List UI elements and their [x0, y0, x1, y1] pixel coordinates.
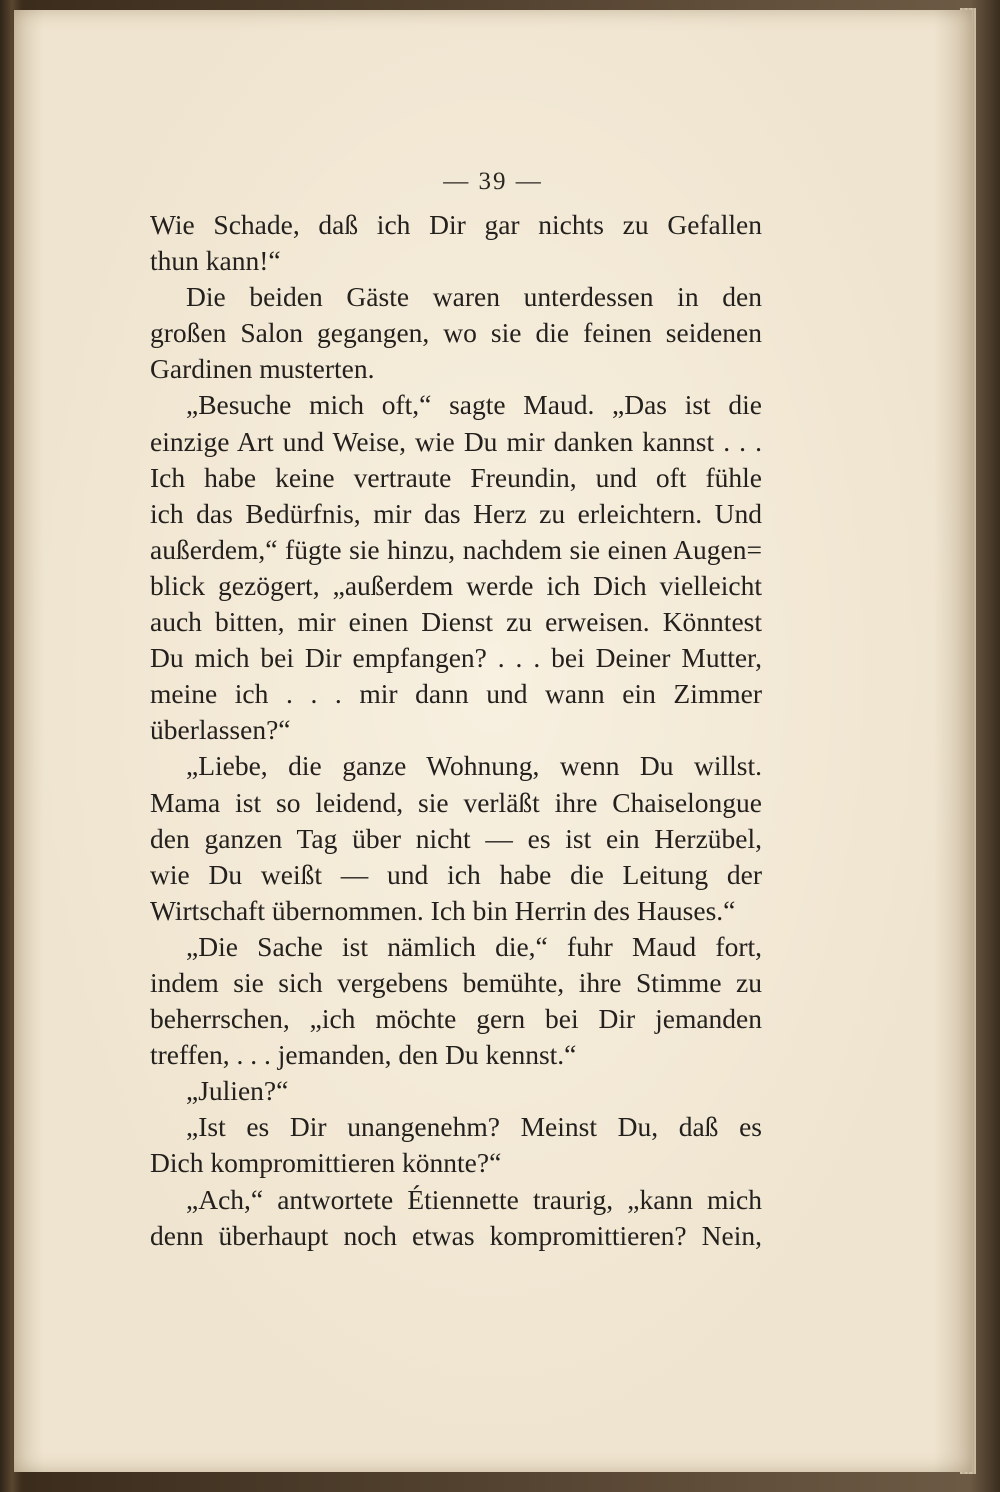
text-line: indem sie sich vergebens bemühte, ihre Stimme zu [150, 966, 762, 998]
text-line: ich das Bedürfnis, mir das Herz zu erleichtern. Und [150, 497, 762, 529]
text-line: großen Salon gegangen, wo sie die feinen seidenen [150, 317, 762, 349]
page-number: — 39 — [443, 168, 543, 195]
text-line: denn überhaupt noch etwas kompromittieren? Nein, [150, 1219, 762, 1251]
text-line: Ich habe keine vertraute Freundin, und oft fühle [150, 461, 762, 493]
text-line: Wie Schade, daß ich Dir gar nichts zu Gefallen [150, 209, 762, 240]
text-line: Du mich bei Dir empfangen? . . . bei Deiner Mutter, [150, 642, 762, 674]
text-line: „Besuche mich oft,“ sagte Maud. „Das ist die [186, 389, 762, 421]
text-line: überlassen?“ [150, 714, 291, 746]
text-line: meine ich . . . mir dann und wann ein Zimmer [150, 678, 762, 710]
text-line: treffen, . . . jemanden, den Du kennst.“ [150, 1039, 577, 1071]
text-line: wie Du weißt — und ich habe die Leitung der [150, 858, 762, 890]
text-line: Dich kompromittieren könnte?“ [150, 1147, 502, 1179]
text-line: Wirtschaft übernommen. Ich bin Herrin des Hauses.“ [150, 894, 736, 926]
text-line: auch bitten, mir einen Dienst zu erweisen. Könntest [150, 606, 762, 638]
text-line: Die beiden Gäste waren unterdessen in den [186, 281, 762, 313]
text-line: außerdem,“ fügte sie hinzu, nachdem sie einen Augen= [150, 533, 762, 565]
text-line: „Ach,“ antwortete Étiennette traurig, „kann mich [186, 1183, 762, 1215]
text-line: blick gezögert, „außerdem werde ich Dich vielleicht [150, 569, 762, 601]
text-line: „Ist es Dir unangenehm? Meinst Du, daß es [186, 1111, 762, 1143]
text-line: Mama ist so leidend, sie verläßt ihre Chaiselongue [150, 786, 762, 818]
text-line: „Liebe, die ganze Wohnung, wenn Du willst. [186, 750, 762, 782]
text-line: thun kann!“ [150, 245, 281, 277]
text-line: „Julien?“ [186, 1075, 289, 1107]
text-line: den ganzen Tag über nicht — es ist ein Herzübel, [150, 822, 762, 854]
text-line: Gardinen musterten. [150, 353, 375, 385]
text-line: „Die Sache ist nämlich die,“ fuhr Maud fort, [186, 930, 762, 962]
body-text [150, 207, 762, 1254]
text-line: einzige Art und Weise, wie Du mir danken kannst . . . [150, 425, 762, 457]
text-line: beherrschen, „ich möchte gern bei Dir jemanden [150, 1003, 762, 1035]
